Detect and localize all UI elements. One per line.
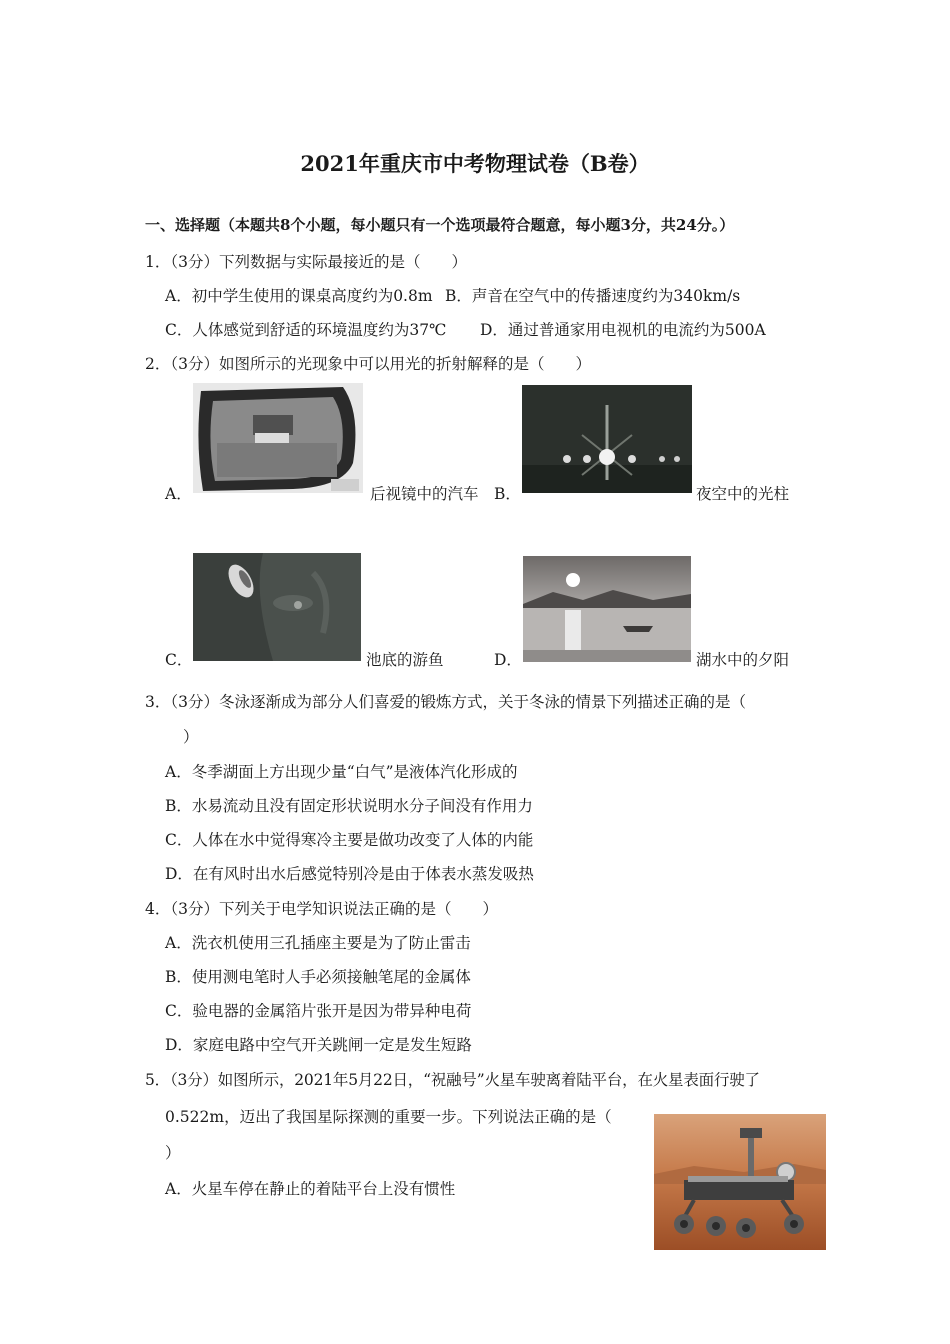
question-2-option-c-letter: C．	[165, 651, 193, 669]
question-1-stem: 1．（3分）下列数据与实际最接近的是（ ）	[145, 253, 467, 271]
pool-fish-photo	[193, 553, 361, 661]
question-5-option-a: A．火星车停在静止的着陆平台上没有惯性	[165, 1180, 456, 1198]
lake-sunset-photo	[523, 556, 691, 662]
question-3-option-a: A．冬季湖面上方出现少量“白气”是液体汽化形成的	[165, 763, 518, 781]
question-2-option-c-caption: 池底的游鱼	[366, 651, 444, 669]
question-3-option-c: C．人体在水中觉得寒冷主要是做功改变了人体的内能	[165, 831, 534, 849]
question-3-option-d: D．在有风时出水后感觉特别冷是由于体表水蒸发吸热	[165, 865, 534, 883]
night-light-beam-photo	[522, 385, 692, 493]
question-3-stem-line-2: ）	[183, 728, 199, 746]
question-2-option-d-caption: 湖水中的夕阳	[696, 651, 790, 669]
question-2-option-d-letter: D．	[494, 651, 522, 669]
question-2-option-a-letter: A．	[165, 485, 192, 503]
question-3-option-b: B．水易流动且没有固定形状说明水分子间没有作用力	[165, 797, 533, 815]
question-5-stem-line-3: ）	[165, 1144, 181, 1162]
question-5-stem-line-1: 5．（3分）如图所示，2021年5月22日，“祝融号”火星车驶离着陆平台，在火星表面行驶了	[145, 1071, 760, 1089]
question-2-stem: 2．（3分）如图所示的光现象中可以用光的折射解释的是（ ）	[145, 355, 591, 373]
question-1-option-d: D．通过普通家用电视机的电流约为500A	[480, 321, 766, 339]
question-4-option-c: C．验电器的金属箔片张开是因为带异种电荷	[165, 1002, 472, 1020]
page-title: 2021年重庆市中考物理试卷（B卷）	[300, 151, 650, 176]
section-heading: 一、选择题（本题共8个小题，每小题只有一个选项最符合题意，每小题3分，共24分。）	[145, 216, 735, 234]
question-2-option-b-letter: B．	[494, 485, 521, 503]
rearview-mirror-photo	[193, 383, 363, 493]
question-4-option-b: B．使用测电笔时人手必须接触笔尾的金属体	[165, 968, 471, 986]
question-4-option-d: D．家庭电路中空气开关跳闸一定是发生短路	[165, 1036, 472, 1054]
question-1-option-a: A．初中学生使用的课桌高度约为0.8m	[165, 287, 433, 305]
question-2-option-a-caption: 后视镜中的汽车	[370, 485, 479, 503]
question-1-option-c: C．人体感觉到舒适的环境温度约为37℃	[165, 321, 447, 339]
question-4-stem: 4．（3分）下列关于电学知识说法正确的是（ ）	[145, 900, 498, 918]
question-1-option-b: B．声音在空气中的传播速度约为340km/s	[445, 287, 741, 305]
mars-rover-photo	[654, 1114, 826, 1250]
question-4-option-a: A．洗衣机使用三孔插座主要是为了防止雷击	[165, 934, 471, 952]
question-2-option-b-caption: 夜空中的光柱	[696, 485, 790, 503]
question-3-stem-line-1: 3．（3分）冬泳逐渐成为部分人们喜爱的锻炼方式，关于冬泳的情景下列描述正确的是（	[145, 693, 746, 711]
question-5-stem-line-2: 0.522m，迈出了我国星际探测的重要一步。下列说法正确的是（	[165, 1108, 612, 1126]
